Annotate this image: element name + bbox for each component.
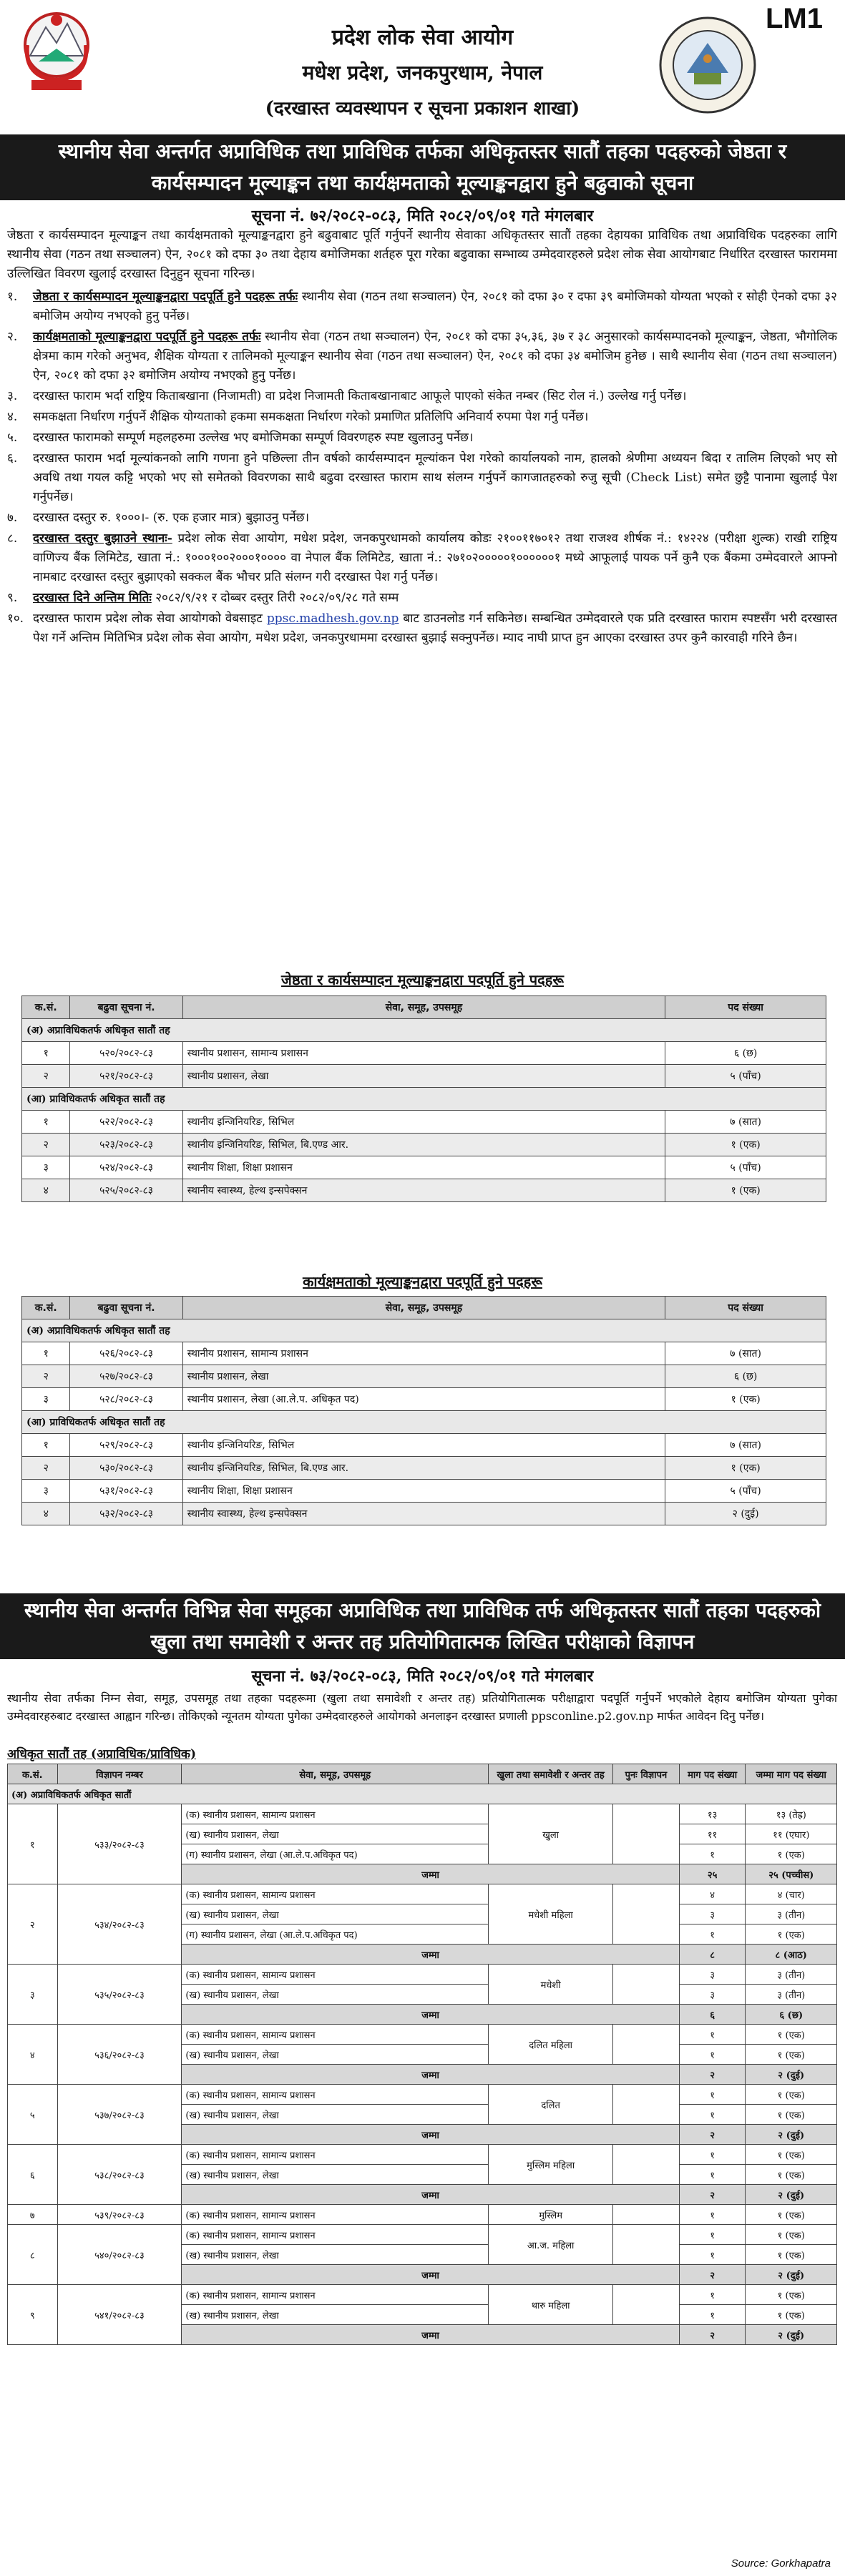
table-cell: ५२७/२०८२-८३ <box>70 1365 182 1388</box>
table-cell: ४ <box>22 1503 70 1525</box>
condition-number: ३. <box>7 389 18 403</box>
readvertise-cell <box>613 2145 680 2185</box>
category-cell: मुस्लिम महिला <box>489 2145 613 2185</box>
table-cell: ५२९/२०८२-८३ <box>70 1434 182 1457</box>
condition-number: १०. <box>7 611 24 626</box>
total-posts-cell: १३ (तेह्र) <box>746 1804 837 1824</box>
condition-item <box>7 428 837 448</box>
condition-heading: जेष्ठता र कार्यसम्पादन मूल्याङ्कनद्वारा पदपूर्ति हुने पदहरू तर्फः <box>33 290 298 304</box>
condition-body: २०८२/९/२१ र दोब्बर दस्तुर तिरी २०८२/०९/२८ गते सम्म <box>151 591 399 605</box>
service-cell: (क) स्थानीय प्रशासन, सामान्य प्रशासन <box>182 1884 489 1904</box>
posts-cell: १ <box>679 2105 746 2125</box>
table-cell: ४ <box>22 1179 70 1202</box>
readvertise-cell <box>613 2205 680 2225</box>
service-cell: (ख) स्थानीय प्रशासन, लेखा <box>182 1985 489 2005</box>
table-cell: ५२६/२०८२-८३ <box>70 1342 182 1365</box>
condition-text: दरखास्त फाराम प्रदेश लोक सेवा आयोगको वेबसाइट ppsc.madhesh.gov.np बाट डाउनलोड गर्न सकिनेछ। सम्बन्धित उम्मेदवारले एक प्रति दरखास्त फाराम स्पष्टसँग भरी दरखास्त पेश गर्ने अन्तिम मितिभित्र प्रदेश लोक सेवा आयोग, मधेश प्रदेश, जनकपुरधाममा दरखास्त बुझाई सक्नुपर्नेछ। म्याद नाघी प्राप्त हुन आएका दरखास्त उपर कुनै कारवाही गरिने छैन। <box>33 611 837 645</box>
table-cell: स्थानीय प्रशासन, सामान्य प्रशासन <box>182 1042 665 1065</box>
serial-cell: ४ <box>8 2025 58 2085</box>
total-label: जम्मा <box>182 1945 679 1965</box>
total-posts-words: २ (दुई) <box>746 2065 837 2085</box>
table-cell: ५३१/२०८२-८३ <box>70 1480 182 1503</box>
table-cell: ७ (सात) <box>665 1342 826 1365</box>
column-header: खुला तथा समावेशी र अन्तर तह <box>489 1764 613 1784</box>
table-row <box>22 1111 826 1134</box>
table-cell: ३ <box>22 1156 70 1179</box>
posts-cell: ३ <box>679 1904 746 1924</box>
table-cell: ५२२/२०८२-८३ <box>70 1111 182 1134</box>
condition-item <box>7 328 837 385</box>
posts-cell: १ <box>679 2225 746 2245</box>
total-label: जम्मा <box>182 2005 679 2025</box>
notice2-number: सूचना नं. ७३/२०८२-०८३, मिति २०८२/०९/०१ गते मंगलबार <box>251 1667 594 1686</box>
table-cell: १ (एक) <box>665 1457 826 1480</box>
table-cell: १ (एक) <box>665 1388 826 1411</box>
readvertise-cell <box>613 1804 680 1864</box>
table-cell: ५ (पाँच) <box>665 1065 826 1088</box>
posts-cell: १ <box>679 2085 746 2105</box>
column-header: बढुवा सूचना नं. <box>70 996 182 1019</box>
service-cell: (ख) स्थानीय प्रशासन, लेखा <box>182 2305 489 2325</box>
total-posts-cell: १ (एक) <box>746 2165 837 2185</box>
service-cell: (ग) स्थानीय प्रशासन, लेखा (आ.ले.प.अधिकृत पद) <box>182 1844 489 1864</box>
service-cell: (क) स्थानीय प्रशासन, सामान्य प्रशासन <box>182 2285 489 2305</box>
table-cell: स्थानीय प्रशासन, लेखा <box>182 1365 665 1388</box>
serial-cell: ५ <box>8 2085 58 2145</box>
table-cell: स्थानीय प्रशासन, लेखा <box>182 1065 665 1088</box>
advertisement-number: ५३४/२०८२-८३ <box>57 1884 182 1965</box>
posts-cell: १ <box>679 1844 746 1864</box>
total-label: जम्मा <box>182 2125 679 2145</box>
table-cell: २ (दुई) <box>665 1503 826 1525</box>
serial-cell: ३ <box>8 1965 58 2025</box>
website-link[interactable]: ppsc.madhesh.gov.np <box>266 611 399 626</box>
column-header: सेवा, समूह, उपसमूह <box>182 996 665 1019</box>
readvertise-cell <box>613 1965 680 2005</box>
category-cell: मधेशी महिला <box>489 1884 613 1945</box>
total-posts: ६ <box>679 2005 746 2025</box>
table-row <box>22 1065 826 1088</box>
posts-cell: ११ <box>679 1824 746 1844</box>
table-row <box>8 1884 837 1904</box>
condition-text <box>33 449 837 507</box>
table-a-title: जेष्ठता र कार्यसम्पादन मूल्याङ्कनद्वारा पदपूर्ति हुने पदहरू <box>281 971 564 988</box>
table-row <box>22 1365 826 1388</box>
condition-body: दरखास्त फारामको सम्पूर्ण महलहरुमा उल्लेख भए बमोजिमका सम्पूर्ण विवरणहरु स्पष्ट खुलाउनु पर्नेछ। <box>33 431 474 445</box>
condition-number: ६. <box>7 451 18 466</box>
table-header-row <box>22 1297 826 1319</box>
posts-cell: १ <box>679 2025 746 2045</box>
total-posts-cell: १ (एक) <box>746 2045 837 2065</box>
condition-heading: कार्यक्षमताको मूल्याङ्कनद्वारा पदपूर्ति हुने पदहरू तर्फः <box>33 330 261 344</box>
column-header: क.सं. <box>22 1297 70 1319</box>
total-posts-cell: १ (एक) <box>746 2085 837 2105</box>
table-row <box>22 1042 826 1065</box>
table-cell: १ (एक) <box>665 1134 826 1156</box>
table-cell: २ <box>22 1457 70 1480</box>
condition-body: स्थानीय सेवा (गठन तथा सञ्चालन) ऐन, २०८१ को दफा ३५,३६, ३७ र ३८ अनुसारको कार्यसम्पादनको मूल्याङ्कन, जेष्ठता, भौगोलिक क्षेत्रमा काम गरेको अनुभव, शैक्षिक योग्यता र तालिमको मूल्याङ्कन स्थानीय सेवा (गठन तथा सञ्चालन) ऐन, २०८१ को दफा ३४ बमोजिम हुनेछ । साथै स्थानीय सेवा (गठन तथा सञ्चालन) ऐन, २०८१ को दफा ३२ बमोजिम अयोग्य नभएको हुनु पर्नेछ। <box>33 330 837 383</box>
table-cell: स्थानीय इन्जिनियरिङ, सिभिल, बि.एण्ड आर. <box>182 1134 665 1156</box>
condition-number: १. <box>7 290 18 304</box>
total-posts: २५ <box>679 1864 746 1884</box>
table-cell: स्थानीय प्रशासन, लेखा (आ.ले.प. अधिकृत पद) <box>182 1388 665 1411</box>
table-cell: स्थानीय शिक्षा, शिक्षा प्रशासन <box>182 1156 665 1179</box>
table-row <box>22 1179 826 1202</box>
group-row <box>22 1319 826 1342</box>
notice1-number: सूचना नं. ७२/२०८२-०८३, मिति २०८२/०९/०१ गते मंगलबार <box>251 207 594 225</box>
table-row <box>22 1503 826 1525</box>
table-cell: ५ (पाँच) <box>665 1480 826 1503</box>
posts-cell: १ <box>679 2305 746 2325</box>
total-posts-words: ६ (छ) <box>746 2005 837 2025</box>
table-cell: १ (एक) <box>665 1179 826 1202</box>
total-posts-cell: १ (एक) <box>746 2145 837 2165</box>
table-cell: स्थानीय प्रशासन, सामान्य प्रशासन <box>182 1342 665 1365</box>
table-cell: ५२४/२०८२-८३ <box>70 1156 182 1179</box>
table-cell: ५ (पाँच) <box>665 1156 826 1179</box>
service-cell: (ख) स्थानीय प्रशासन, लेखा <box>182 2105 489 2125</box>
service-cell: (क) स्थानीय प्रशासन, सामान्य प्रशासन <box>182 2145 489 2165</box>
condition-number: ९. <box>7 591 18 605</box>
group-label: (आ) प्राविधिकतर्फ अधिकृत सातौं तह <box>22 1088 826 1111</box>
table-cell: ५२१/२०८२-८३ <box>70 1065 182 1088</box>
table-row <box>22 1457 826 1480</box>
table-cell: १ <box>22 1042 70 1065</box>
group-row <box>22 1088 826 1111</box>
serial-cell: ९ <box>8 2285 58 2345</box>
notice2-intro: स्थानीय सेवा तर्फका निम्न सेवा, समूह, उपसमूह तथा तहका पदहरूमा (खुला तथा समावेशी र अन्तर तह) प्रतियोगितात्मक परीक्षाद्वारा पदपूर्ति गर्नुपर्ने भएकोले देहाय बमोजिम योग्यता पुगेका उम्मेदवारहरुबाट दरखास्त आह्वान गरिन्छ। तोकिएको न्यूनतम योग्यता पुगेका उम्मेदवारहरुले आयोगको अनलाइन दरखास्त प्रणाली ppsconline.p2.gov.np मार्फत आवेदन दिनु पर्नेछ। <box>7 1691 837 1723</box>
table-cell: २ <box>22 1365 70 1388</box>
total-posts-words: २ (दुई) <box>746 2325 837 2345</box>
condition-body: दरखास्त फाराम भर्दा मूल्यांकनको लागि गणना हुने पछिल्ला तीन वर्षको कार्यसम्पादन मूल्यांकन पेश गरेको कार्यालयको नाम, हालको श्रेणीमा अध्ययन बिदा र तालिम लिएको भए सो अवधि तथा गयल कट्टि भएको भए सो समेतको विवरणका साथै बढुवा दरखास्त फाराम साथ संलग्न गर्नुपर्ने कागजातहरुको रुजु सूची (Check List) समेत छुट्टै पानामा खुलाई पेश गर्नुपर्नेछ। <box>33 451 837 504</box>
advertisement-number: ५३८/२०८२-८३ <box>57 2145 182 2205</box>
serial-cell: ६ <box>8 2145 58 2205</box>
total-posts-cell: ११ (एघार) <box>746 1824 837 1844</box>
table-cell: ३ <box>22 1388 70 1411</box>
condition-number: ४. <box>7 410 18 424</box>
table-cell: स्थानीय इन्जिनियरिङ, सिभिल <box>182 1434 665 1457</box>
group-row <box>22 1019 826 1042</box>
condition-item <box>7 387 837 406</box>
table-cell: ५३२/२०८२-८३ <box>70 1503 182 1525</box>
table-header-row <box>22 996 826 1019</box>
notice1-intro: जेष्ठता र कार्यसम्पादन मूल्याङ्कन तथा कार्यक्षमताको मूल्याङ्कनद्वारा हुने बढुवाबाट पूर्ति गर्नुपर्ने स्थानीय सेवाका अधिकृतस्तर सातौं तहका देहायका प्राविधिक तथा अप्राविधिक पदहरुका लागि स्थानीय सेवा (गठन तथा सञ्चालन) ऐन, २०८१ को दफा ३० तथा देहाय बमोजिमका शर्तहरु पूरा गरेका बढुवाका सम्भाव्य उम्मेदवारहरुले प्रदेश लोक सेवा आयोगबाट निर्धारित दरखास्त फाराममा उल्लिखित विवरण खुलाई दरखास्त दिनुहुन सूचना गरिन्छ। <box>7 228 837 281</box>
posts-cell: १ <box>679 2205 746 2225</box>
total-posts-cell: १ (एक) <box>746 2225 837 2245</box>
total-posts-cell: १ (एक) <box>746 2245 837 2265</box>
condition-item <box>7 609 837 648</box>
column-header: बढुवा सूचना नं. <box>70 1297 182 1319</box>
total-posts-cell: १ (एक) <box>746 1844 837 1864</box>
table-cell: स्थानीय स्वास्थ्य, हेल्थ इन्सपेक्सन <box>182 1179 665 1202</box>
table-row <box>22 1342 826 1365</box>
readvertise-cell <box>613 2285 680 2325</box>
table-cell: २ <box>22 1134 70 1156</box>
condition-text <box>33 508 837 528</box>
condition-body: स्थानीय सेवा (गठन तथा सञ्चालन) ऐन, २०८१ को दफा ३० र दफा ३९ बमोजिमको योग्यता भएको र सोही ऐनको दफा ३२ बमोजिम अयोग्य नभएको हुनु पर्नेछ। <box>33 290 837 323</box>
table-row <box>8 2225 837 2245</box>
advertisement-number: ५३७/२०८२-८३ <box>57 2085 182 2145</box>
posts-cell: १ <box>679 2165 746 2185</box>
category-cell: आ.ज. महिला <box>489 2225 613 2265</box>
advertisement-number: ५३६/२०८२-८३ <box>57 2025 182 2085</box>
condition-text <box>33 589 837 608</box>
total-posts: २ <box>679 2325 746 2345</box>
readvertise-cell <box>613 1884 680 1945</box>
service-cell: (क) स्थानीय प्रशासन, सामान्य प्रशासन <box>182 2085 489 2105</box>
condition-body: प्रदेश लोक सेवा आयोग, मधेश प्रदेश, जनकपुरधामको कार्यालय कोडः २१००११७०१२ तथा राजश्व शीर्षक नं.: १४२२४ (परीक्षा शुल्क) राखी राष्ट्रिय वाणिज्य बैंक लिमिटेड, खाता नं.: १०००१००२०००१०००० वा नेपाल बैंक लिमिटेड, खाता नं.: २७१०२०००००१००००००१ मध्ये आफूलाई पायक पर्ने कुनै एक बैंकमा उम्मेदवारले आफ्नो नामबाट दरखास्त दस्तुर बुझाएको सक्कल बैंक भौचर प्रति संलग्न गरी दरखास्त पेश गर्नु पर्नेछ। <box>33 531 837 584</box>
category-cell: खुला <box>489 1804 613 1864</box>
service-cell: (क) स्थानीय प्रशासन, सामान्य प्रशासन <box>182 1804 489 1824</box>
service-cell: (ग) स्थानीय प्रशासन, लेखा (आ.ले.प.अधिकृत पद) <box>182 1924 489 1945</box>
total-posts: २ <box>679 2185 746 2205</box>
table-cell: ५२३/२०८२-८३ <box>70 1134 182 1156</box>
condition-item <box>7 408 837 427</box>
seniority-promotion-table <box>21 996 826 1202</box>
condition-text <box>33 408 837 427</box>
condition-text <box>33 387 837 406</box>
table-cell: ५३०/२०८२-८३ <box>70 1457 182 1480</box>
table-cell: ५२०/२०८२-८३ <box>70 1042 182 1065</box>
total-posts-cell: १ (एक) <box>746 2205 837 2225</box>
advertisement-number: ५३३/२०८२-८३ <box>57 1804 182 1884</box>
group-row <box>22 1411 826 1434</box>
commission-seal-icon <box>658 16 757 114</box>
advertisement-table <box>7 1764 837 2345</box>
table-row <box>22 1480 826 1503</box>
posts-cell: १ <box>679 2045 746 2065</box>
condition-heading: दरखास्त दिने अन्तिम मितिः <box>33 591 152 605</box>
posts-cell: १ <box>679 2285 746 2305</box>
total-posts-cell: ३ (तीन) <box>746 1904 837 1924</box>
total-posts-cell: १ (एक) <box>746 2025 837 2045</box>
condition-number: ५. <box>7 431 18 445</box>
condition-text <box>33 328 837 385</box>
service-cell: (क) स्थानीय प्रशासन, सामान्य प्रशासन <box>182 2025 489 2045</box>
condition-text <box>33 428 837 448</box>
column-header: क.सं. <box>8 1764 58 1784</box>
table-row <box>8 2085 837 2105</box>
posts-cell: ३ <box>679 1985 746 2005</box>
condition-item <box>7 508 837 528</box>
condition-item <box>7 529 837 587</box>
readvertise-cell <box>613 2225 680 2265</box>
table-row <box>22 1434 826 1457</box>
service-cell: (ख) स्थानीय प्रशासन, लेखा <box>182 1824 489 1844</box>
group-row <box>8 1784 837 1804</box>
total-posts: २ <box>679 2265 746 2285</box>
posts-cell: ४ <box>679 1884 746 1904</box>
table-cell: १ <box>22 1434 70 1457</box>
table-cell: ५२८/२०८२-८३ <box>70 1388 182 1411</box>
readvertise-cell <box>613 2085 680 2125</box>
condition-text <box>33 529 837 587</box>
serial-cell: ७ <box>8 2205 58 2225</box>
condition-number: ७. <box>7 511 18 525</box>
table-row <box>8 2285 837 2305</box>
condition-body: दरखास्त दस्तुर रु. १०००।- (रु. एक हजार मात्र) बुझाउनु पर्नेछ। <box>33 511 310 525</box>
total-posts-cell: १ (एक) <box>746 2105 837 2125</box>
condition-item <box>7 589 837 608</box>
condition-number: ८. <box>7 531 18 546</box>
total-label: जम्मा <box>182 1864 679 1884</box>
table-row <box>8 1804 837 1824</box>
notice1-banner <box>0 134 845 200</box>
column-header: माग पद संख्या <box>679 1764 746 1784</box>
table-row <box>22 1134 826 1156</box>
table-cell: २ <box>22 1065 70 1088</box>
group-label: (अ) अप्राविधिकतर्फ अधिकृत सातौं <box>8 1784 837 1804</box>
total-posts: ८ <box>679 1945 746 1965</box>
condition-body: समकक्षता निर्धारण गर्नुपर्ने शैक्षिक योग्यताको हकमा समकक्षता निर्धारण गरेको प्रमाणित प्रतिलिपि अनिवार्य रुपमा पेश गर्नु पर्नेछ। <box>33 410 589 424</box>
notice1-banner-line2: कार्यसम्पादन मूल्याङ्कन तथा कार्यक्षमताको मूल्याङ्कनद्वारा हुने बढुवाको सूचना <box>151 171 694 195</box>
category-cell: मधेशी <box>489 1965 613 2005</box>
table-cell: स्थानीय इन्जिनियरिङ, सिभिल, बि.एण्ड आर. <box>182 1457 665 1480</box>
column-header: जम्मा माग पद संख्या <box>746 1764 837 1784</box>
serial-cell: ८ <box>8 2225 58 2285</box>
notice1-conditions <box>7 287 837 649</box>
service-cell: (क) स्थानीय प्रशासन, सामान्य प्रशासन <box>182 1965 489 1985</box>
table-cell: ३ <box>22 1480 70 1503</box>
notice2-banner-line1: स्थानीय सेवा अन्तर्गत विभिन्न सेवा समूहका अप्राविधिक तथा प्राविधिक तर्फ अधिकृतस्तर सातौं तहका पदहरुको <box>24 1598 821 1622</box>
province-address: मधेश प्रदेश, जनकपुरधाम, नेपाल <box>302 61 543 84</box>
notice-code: LM1 <box>766 3 823 34</box>
advertisement-number: ५३५/२०८२-८३ <box>57 1965 182 2025</box>
table-row <box>8 1965 837 1985</box>
group-label: (अ) अप्राविधिकतर्फ अधिकृत सातौं तह <box>22 1319 826 1342</box>
column-header: सेवा, समूह, उपसमूह <box>182 1297 665 1319</box>
posts-cell: १ <box>679 2245 746 2265</box>
table-cell: १ <box>22 1342 70 1365</box>
notice1-banner-line1: स्थानीय सेवा अन्तर्गत अप्राविधिक तथा प्राविधिक तर्फका अधिकृतस्तर सातौं तहका पदहरुको जेष्ठता र <box>58 139 787 163</box>
total-posts-words: ८ (आठ) <box>746 1945 837 1965</box>
posts-cell: १ <box>679 1924 746 1945</box>
table-cell: स्थानीय स्वास्थ्य, हेल्थ इन्सपेक्सन <box>182 1503 665 1525</box>
total-posts-cell: ३ (तीन) <box>746 1965 837 1985</box>
category-cell: मुस्लिम <box>489 2205 613 2225</box>
condition-body: दरखास्त फाराम भर्दा राष्ट्रिय किताबखाना (निजामती) वा प्रदेश निजामती किताबखानाबाट आफूले पाएको संकेत नम्बर (सिट रोल नं.) उल्लेख गर्नु पर्नेछ। <box>33 389 687 403</box>
posts-cell: १ <box>679 2145 746 2165</box>
notice2-banner-line2: खुला तथा समावेशी र अन्तर तह प्रतियोगितात्मक लिखित परीक्षाको विज्ञापन <box>150 1630 695 1653</box>
table-row <box>8 2205 837 2225</box>
table-row <box>8 2025 837 2045</box>
table-cell: १ <box>22 1111 70 1134</box>
table-cell: ६ (छ) <box>665 1365 826 1388</box>
advertisement-number: ५४१/२०८२-८३ <box>57 2285 182 2345</box>
table-b-title: कार्यक्षमताको मूल्याङ्कनद्वारा पदपूर्ति हुने पदहरू <box>303 1273 542 1290</box>
condition-text <box>33 287 837 326</box>
commission-name: प्रदेश लोक सेवा आयोग <box>331 25 514 50</box>
column-header: पुनः विज्ञापन <box>613 1764 680 1784</box>
condition-item <box>7 449 837 507</box>
column-header: सेवा, समूह, उपसमूह <box>182 1764 489 1784</box>
category-cell: दलित <box>489 2085 613 2125</box>
source-credit: Source: Gorkhapatra <box>731 2557 831 2570</box>
advertisement-number: ५४०/२०८२-८३ <box>57 2225 182 2285</box>
condition-heading: दरखास्त दस्तुर बुझाउने स्थानः- <box>33 531 172 546</box>
total-posts-cell: १ (एक) <box>746 2285 837 2305</box>
section-name: (दरखास्त व्यवस्थापन र सूचना प्रकाशन शाखा) <box>265 98 580 119</box>
total-posts: २ <box>679 2125 746 2145</box>
table-row <box>22 1156 826 1179</box>
table-row <box>22 1388 826 1411</box>
service-cell: (ख) स्थानीय प्रशासन, लेखा <box>182 2045 489 2065</box>
total-label: जम्मा <box>182 2265 679 2285</box>
table-cell: ७ (सात) <box>665 1111 826 1134</box>
total-posts-cell: १ (एक) <box>746 1924 837 1945</box>
column-header: क.सं. <box>22 996 70 1019</box>
total-label: जम्मा <box>182 2065 679 2085</box>
advertisement-number: ५३९/२०८२-८३ <box>57 2205 182 2225</box>
total-posts: २ <box>679 2065 746 2085</box>
total-label: जम्मा <box>182 2185 679 2205</box>
condition-item <box>7 287 837 326</box>
category-cell: थारु महिला <box>489 2285 613 2325</box>
total-posts-words: २ (दुई) <box>746 2125 837 2145</box>
service-cell: (ख) स्थानीय प्रशासन, लेखा <box>182 2245 489 2265</box>
table-cell: स्थानीय इन्जिनियरिङ, सिभिल <box>182 1111 665 1134</box>
total-posts-cell: १ (एक) <box>746 2305 837 2325</box>
total-posts-words: २ (दुई) <box>746 2265 837 2285</box>
table-cell: ५२५/२०८२-८३ <box>70 1179 182 1202</box>
service-cell: (ख) स्थानीय प्रशासन, लेखा <box>182 1904 489 1924</box>
posts-cell: १३ <box>679 1804 746 1824</box>
total-posts-cell: ४ (चार) <box>746 1884 837 1904</box>
notice2-banner <box>0 1593 845 1659</box>
category-cell: दलित महिला <box>489 2025 613 2065</box>
posts-cell: ३ <box>679 1965 746 1985</box>
table-cell: स्थानीय शिक्षा, शिक्षा प्रशासन <box>182 1480 665 1503</box>
column-header: विज्ञापन नम्बर <box>57 1764 182 1784</box>
condition-number: २. <box>7 330 18 344</box>
service-cell: (ख) स्थानीय प्रशासन, लेखा <box>182 2165 489 2185</box>
readvertise-cell <box>613 2025 680 2065</box>
table-header-row <box>8 1764 837 1784</box>
service-cell: (क) स्थानीय प्रशासन, सामान्य प्रशासन <box>182 2205 489 2225</box>
total-label: जम्मा <box>182 2325 679 2345</box>
table-cell: ७ (सात) <box>665 1434 826 1457</box>
total-posts-cell: ३ (तीन) <box>746 1985 837 2005</box>
group-label: (अ) अप्राविधिकतर्फ अधिकृत सातौं तह <box>22 1019 826 1042</box>
serial-cell: १ <box>8 1804 58 1884</box>
group-label: (आ) प्राविधिकतर्फ अधिकृत सातौं तह <box>22 1411 826 1434</box>
notice2-subhead: अधिकृत सातौं तह (अप्राविधिक/प्राविधिक) <box>7 1747 197 1761</box>
serial-cell: २ <box>8 1884 58 1965</box>
total-posts-words: २ (दुई) <box>746 2185 837 2205</box>
table-row <box>8 2145 837 2165</box>
total-posts-words: २५ (पच्चीस) <box>746 1864 837 1884</box>
table-cell: ६ (छ) <box>665 1042 826 1065</box>
column-header: पद संख्या <box>665 1297 826 1319</box>
column-header: पद संख्या <box>665 996 826 1019</box>
efficiency-promotion-table <box>21 1296 826 1525</box>
service-cell: (क) स्थानीय प्रशासन, सामान्य प्रशासन <box>182 2225 489 2245</box>
header <box>0 0 845 130</box>
